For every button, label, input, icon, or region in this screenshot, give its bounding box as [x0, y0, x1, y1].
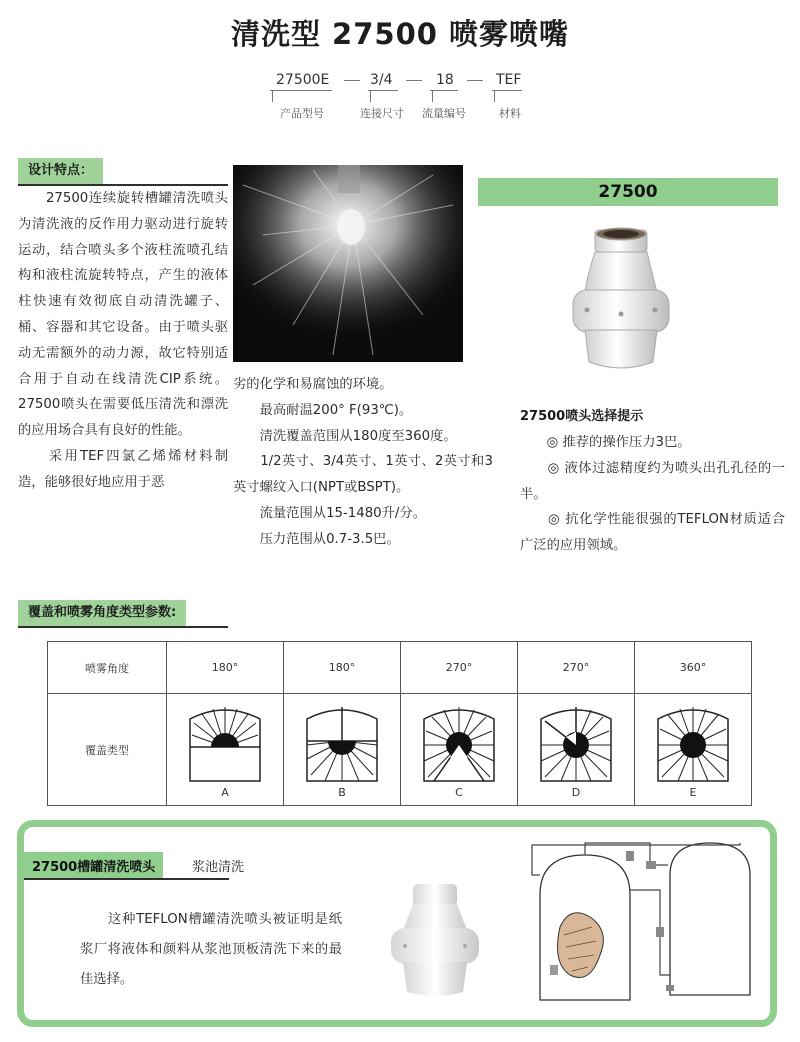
table-row: [48, 642, 752, 694]
feature-line: 1/2英寸、3/4英寸、1英寸、2英寸和3英寸螺纹入口(NPT或BSPT)。: [233, 454, 493, 496]
tip-item: ◎ 液体过滤精度约为喷头出孔孔径的一半。: [520, 460, 785, 502]
feature-line: 劣的化学和易腐蚀的环境。: [233, 377, 393, 392]
features-heading: 设计特点：: [18, 158, 103, 184]
coverage-type-label: D: [571, 785, 581, 799]
table-row: [48, 694, 752, 806]
case-study-text: 这种TEFLON槽罐清洗喷头被证明是纸浆厂将液体和颜料从浆池顶板清洗下来的最佳选择。: [80, 912, 342, 987]
coverage-diagram-c: [414, 701, 504, 783]
label-flow: 流量编号: [422, 107, 466, 120]
label-size: 连接尺寸: [360, 107, 404, 120]
coverage-heading: 覆盖和喷雾角度类型参数:: [18, 600, 186, 626]
nozzle-product-image: [565, 222, 675, 387]
coverage-cell: [167, 694, 284, 806]
code-flow: 18: [436, 72, 454, 88]
code-underline: [492, 90, 522, 91]
feature-line: 压力范围从0.7-3.5巴。: [233, 531, 400, 547]
code-tick: [370, 90, 371, 102]
case-study-tag: 27500槽罐清洗喷头: [24, 852, 163, 879]
coverage-cell: [635, 694, 752, 806]
feature-line: 最高耐温200° F(93℃)。: [233, 402, 413, 418]
angle-cell: 180°: [167, 642, 284, 694]
coverage-type-label: B: [338, 785, 346, 799]
code-underline: [368, 90, 398, 91]
tips-title: 27500喷头选择提示: [520, 409, 644, 424]
coverage-diagram-e: [648, 701, 738, 783]
angle-cell: 180°: [284, 642, 401, 694]
nozzle-small-image: [385, 880, 485, 1005]
label-material: 材料: [499, 107, 521, 120]
coverage-rule: [18, 626, 228, 628]
code-tick: [494, 90, 495, 102]
case-study-subtitle: 浆池清洗: [192, 860, 245, 875]
code-model: 27500E: [276, 72, 330, 88]
spray-photo: [233, 165, 463, 362]
code-dash: [406, 80, 422, 81]
code-material: TEF: [496, 72, 522, 88]
row-label-coverage: 覆盖类型: [48, 694, 167, 806]
case-study-rule: [24, 878, 229, 880]
label-model: 产品型号: [280, 107, 324, 120]
coverage-cell: [284, 694, 401, 806]
tips-text: [520, 430, 785, 559]
page-title: 清洗型 27500 喷雾喷嘴: [230, 17, 570, 51]
coverage-table: [47, 641, 752, 806]
product-name-banner: 27500: [478, 178, 778, 206]
coverage-diagram-b: [297, 701, 387, 783]
coverage-type-label: C: [455, 785, 463, 799]
features-left-text: [18, 186, 228, 496]
code-tick: [272, 90, 273, 102]
code-dash: [344, 80, 360, 81]
coverage-type-label: A: [221, 785, 229, 799]
features-middle-text: [233, 372, 493, 553]
code-dash: [467, 80, 483, 81]
angle-cell: 270°: [518, 642, 635, 694]
tip-item: ◎ 抗化学性能很强的TEFLON材质适合广泛的应用领域。: [520, 512, 785, 554]
angle-cell: 270°: [401, 642, 518, 694]
coverage-diagram-a: [180, 701, 270, 783]
features-paragraph: 采用TEF四氯乙烯烯材料制造，能够很好地应用于恶: [18, 448, 228, 490]
selection-tips: [520, 405, 785, 559]
feature-line: 流量范围从15-1480升/分。: [233, 505, 427, 521]
coverage-cell: [518, 694, 635, 806]
row-label-angle: 喷雾角度: [48, 642, 167, 694]
features-paragraph: 27500连续旋转槽罐清洗喷头为清洗液的反作用力驱动进行旋转运动，结合喷头多个液柱流喷孔结构和液柱流旋转特点，产生的液体柱快速有效彻底自动清洗罐子、桶、容器和其它设备。由于喷头驱动无需额外的动力源，故它特别适合用于自动在线清洗CIP系统。27500喷头在需要低压清洗和漂洗的应用场合具有良好的性能。: [18, 191, 228, 439]
coverage-type-label: E: [689, 785, 697, 799]
coverage-cell: [401, 694, 518, 806]
tip-item: ◎ 推荐的操作压力3巴。: [520, 435, 691, 450]
code-underline: [270, 90, 332, 91]
pulp-tank-diagram: [530, 835, 760, 1013]
coverage-diagram-d: [531, 701, 621, 783]
feature-line: 清洗覆盖范围从180度至360度。: [233, 428, 457, 444]
code-size: 3/4: [370, 72, 393, 88]
code-tick: [432, 90, 433, 102]
code-underline: [430, 90, 458, 91]
angle-cell: 360°: [635, 642, 752, 694]
